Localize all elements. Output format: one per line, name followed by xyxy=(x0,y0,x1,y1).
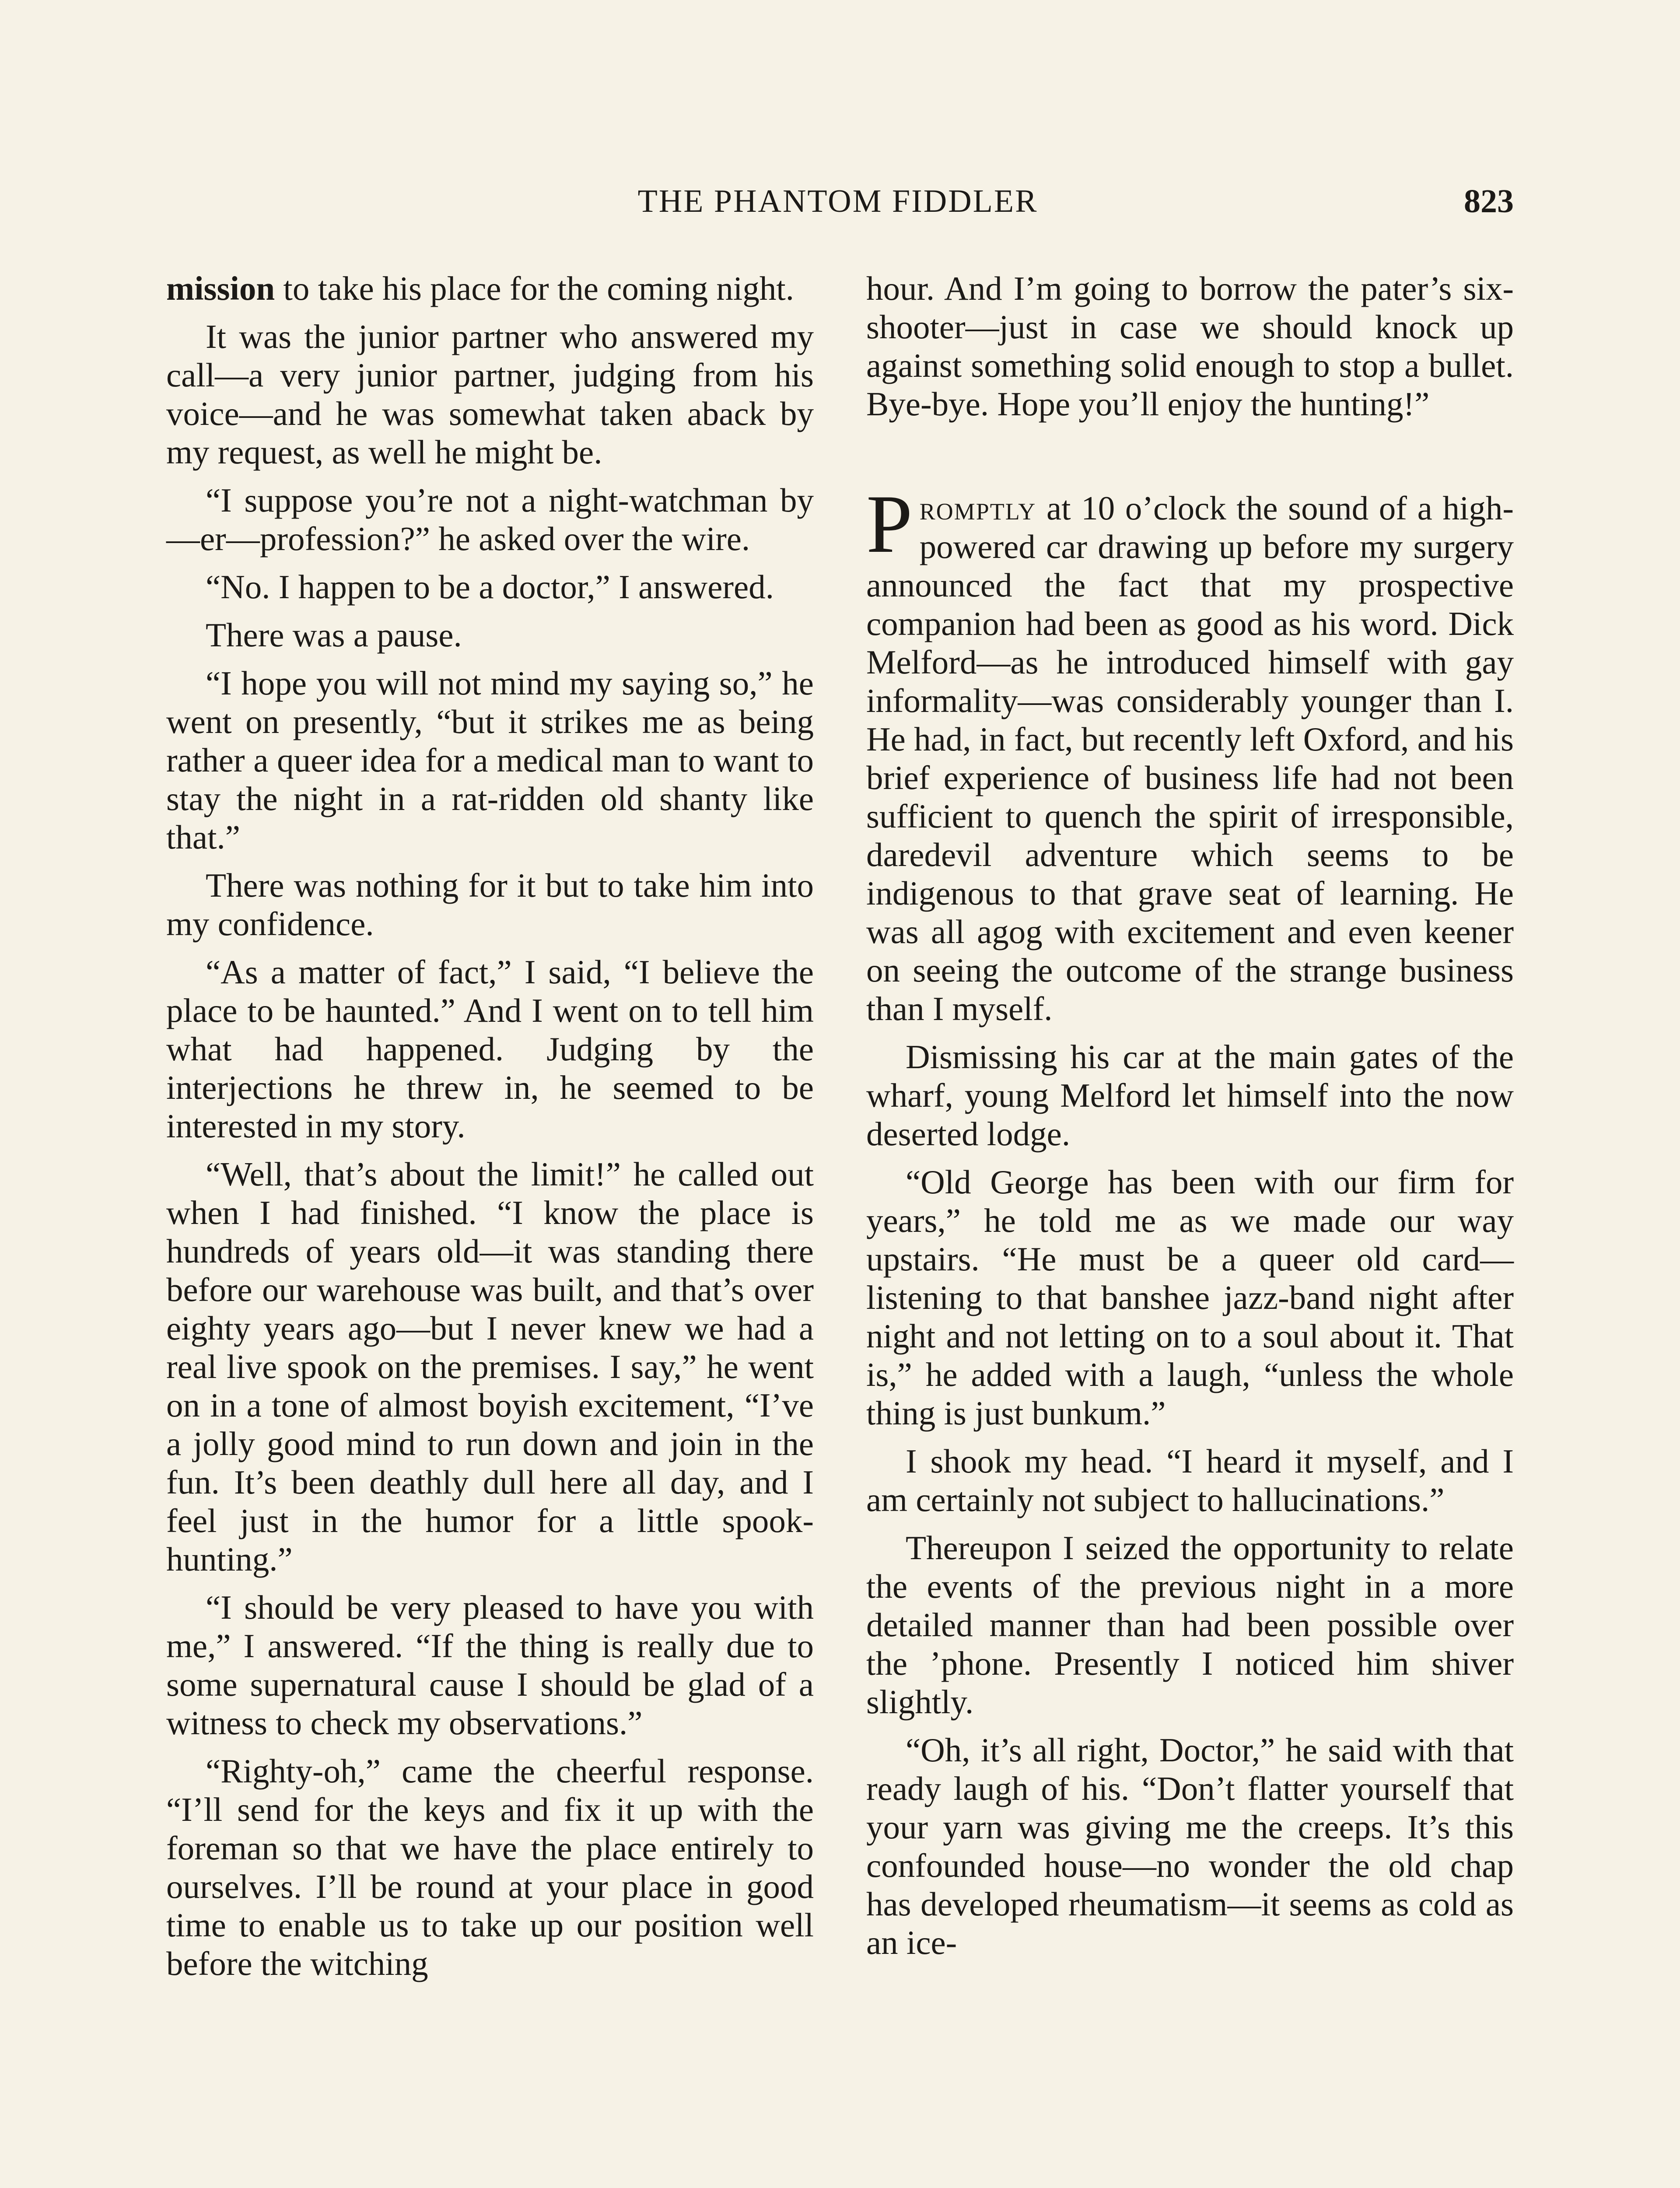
paragraph xyxy=(866,478,1514,1028)
paragraph: There was nothing for it but to take him into my confidence. xyxy=(166,866,814,943)
paragraph: Thereupon I seized the opportunity to relate the events of the previous night in a more detailed manner than had been possible over the ’phone. Presently I noticed him shiver slightly. xyxy=(866,1529,1514,1721)
paragraph: “I should be very pleased to have you with me,” I answered. “If the thing is really due to some supernatural cause I should be glad of a witness to check my observations.” xyxy=(166,1588,814,1742)
paragraph-text: to take his place for the coming night. xyxy=(275,270,794,307)
paragraph: “Old George has been with our firm for years,” he told me as we made our way upstairs. “He must be a queer old card—listening to that banshee jazz-band night after night and not letting on to a soul about it. That is,” he added with a laugh, “unless the whole thing is just bunkum.” xyxy=(866,1163,1514,1432)
paragraph: “I suppose you’re not a night-watchman by—er—profession?” he asked over the wire. xyxy=(166,481,814,558)
paragraph: “No. I happen to be a doctor,” I answered. xyxy=(206,568,774,606)
paragraph: “I hope you will not mind my saying so,” he went on presently, “but it strikes me as being rather a queer idea for a medical man to want to stay the night in a rat-ridden old shanty like that.” xyxy=(166,664,814,856)
running-title: THE PHANTOM FIDDLER xyxy=(637,183,1038,219)
drop-cap: P xyxy=(866,478,913,570)
page-header xyxy=(162,175,1514,228)
paragraph: I shook my head. “I heard it myself, and I am certainly not subject to hallucinations.” xyxy=(866,1442,1514,1518)
paragraph: “Righty-oh,” came the cheerful response. “I’ll send for the keys and fix it up with the foreman so that we have the place entirely to ourselves. I’ll be round at your place in good time to enable us to take up our position well before the witching xyxy=(166,1752,814,1982)
paragraph: “Oh, it’s all right, Doctor,” he said with that ready laugh of his. “Don’t flatter yourself that your yarn was giving me the creeps. It’s this confounded house—no wonder the old chap has developed rheumatism—it seems as cold as an ice- xyxy=(866,1731,1514,1961)
page-number: 823 xyxy=(1464,183,1514,220)
paragraph: It was the junior partner who answered my call—a very junior partner, judging from his voice—and he was somewhat taken aback by my request, as well he might be. xyxy=(166,318,814,471)
paragraph: There was a pause. xyxy=(206,616,462,654)
paragraph-text: at 10 o’clock the sound of a high-powered car drawing up before my surgery announced the fact that my prospective companion had been as good as his word. Dick Melford—as he introduced himself with gay informality—was considerably younger than I. He had, in fact, but recently left Oxford, and his brief experience of business life had not been sufficient to quench the spirit of irresponsible, daredevil adventure which seems to be indigenous to that grave seat of learning. He was all agog with excitement and even keener on seeing the outcome of the strange business than I myself. xyxy=(866,489,1514,1027)
small-caps-opening: romptly xyxy=(919,489,1036,527)
paragraph: hour. And I’m going to borrow the pater’s six-shooter—just in case we should knock up against something solid enough to stop a bullet. Bye-bye. Hope you’ll enjoy the hunting!” xyxy=(866,270,1514,423)
paragraph: Dismissing his car at the main gates of the wharf, young Melford let himself into the now deserted lodge. xyxy=(866,1038,1514,1153)
left-column xyxy=(166,269,814,1992)
paragraph: “As a matter of fact,” I said, “I believe the place to be haunted.” And I went on to tell him what had happened. Judging by the interjections he threw in, he seemed to be interested in my story. xyxy=(166,953,814,1145)
paragraph xyxy=(166,269,814,308)
paragraph: “Well, that’s about the limit!” he called out when I had finished. “I know the place is hundreds of years old—it was standing there before our warehouse was built, and that’s over eighty years ago—but I never knew we had a real live spook on the premises. I say,” he went on in a tone of almost boyish excitement, “I’ve a jolly good mind to run down and join in the fun. It’s been deathly dull here all day, and I feel just in the humor for a little spook-hunting.” xyxy=(166,1155,814,1578)
right-column xyxy=(866,269,1514,1971)
lead-word: mission xyxy=(166,270,275,307)
